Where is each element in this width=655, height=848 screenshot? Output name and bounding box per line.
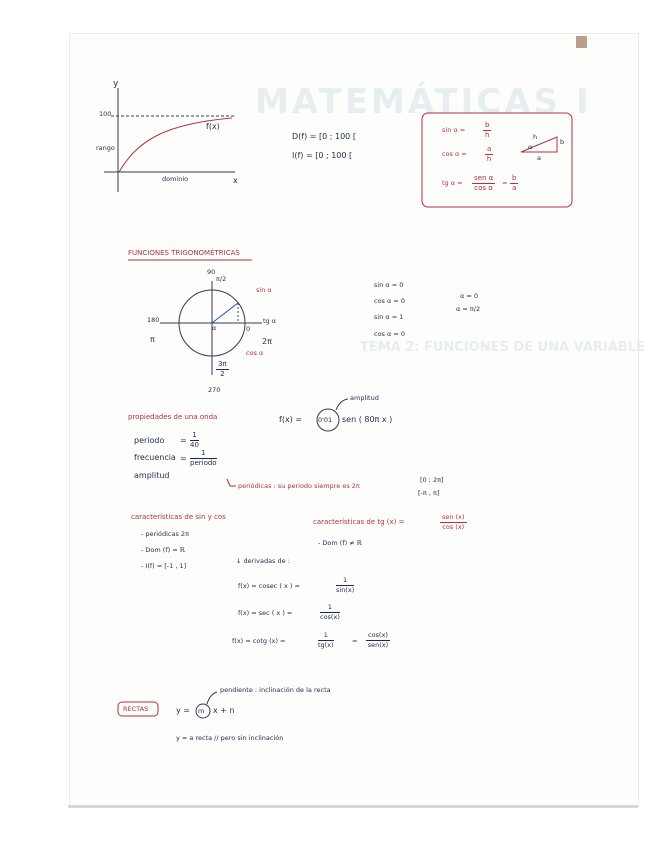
- tg-def-lhs: tg α =: [442, 179, 463, 187]
- circle-label-alpha: α: [212, 324, 217, 332]
- amplitude-arrow: [336, 399, 348, 410]
- graph-y-label: y: [113, 79, 119, 89]
- sin-cos-heading: características de sin y cos: [131, 513, 226, 521]
- wave-amplitude-note: amplitud: [350, 394, 379, 402]
- tg-def-fraction-2: $\frac{b}{a}$: [512, 174, 517, 192]
- circle-label-pi: π: [150, 335, 155, 344]
- trig-functions-heading: FUNCIONES TRIGONOMÉTRICAS: [128, 249, 240, 257]
- trig-eq-2: cos α = 0: [374, 297, 406, 305]
- circle-label-270: 270: [208, 386, 221, 394]
- sin-cos-item-1: - periódicas 2π: [141, 530, 189, 538]
- graph-x-label: x: [233, 176, 238, 185]
- graph-dominio-label: dominio: [162, 175, 189, 183]
- circle-label-cos: cos α: [246, 349, 264, 357]
- slope-note: pendiente : inclinación de la recta: [220, 686, 331, 694]
- circle-label-tg: tg α: [263, 317, 277, 325]
- graph-rango-label: rango: [96, 144, 115, 152]
- interval-2: [-π , π]: [418, 489, 440, 497]
- amplitude-label: amplitud: [134, 471, 170, 480]
- circle-label-3pi2: $\frac{3\pi}{2}$: [218, 360, 227, 378]
- cosec-lhs: f(x) = cosec ( x ) =: [238, 582, 300, 590]
- slope-arrow: [207, 692, 217, 704]
- tg-heading: características de tg (x) =: [313, 518, 405, 526]
- frequency-label: frecuencia: [134, 453, 176, 462]
- cosec-fraction: $\frac{1}{\sin(x)}$: [336, 576, 355, 594]
- cos-def-fraction: $\frac{a}{h}$: [486, 145, 492, 163]
- periodic-note: periódicas : su periodo siempre es 2π: [238, 482, 360, 490]
- derived-label: ↓ derivadas de :: [236, 557, 290, 565]
- rectas-label: RECTAS: [123, 705, 149, 713]
- sec-lhs: f(x) = sec ( x ) =: [238, 609, 293, 617]
- period-eq: =: [180, 436, 187, 445]
- frequency-fraction: 1 periodo: [190, 449, 217, 467]
- cotg-fraction-1: $\frac{1}{tg(x)}$: [318, 631, 334, 649]
- sin-cos-item-2: - Dom (f) = ℝ: [141, 546, 185, 554]
- wave-formula-rhs: sen ( 80π x ): [342, 415, 393, 424]
- tg-def-fraction-1: sen α cos α: [474, 174, 494, 192]
- line-eq-rhs: x + n: [213, 706, 235, 715]
- cos-def-lhs: cos α =: [442, 150, 467, 158]
- alpha-pi-half: α = π/2: [456, 305, 481, 313]
- alpha-zero: α = 0: [460, 292, 478, 300]
- triangle-icon: [521, 137, 557, 152]
- circle-label-2pi: 2π: [262, 337, 272, 346]
- circle-label-0: 0: [246, 325, 251, 333]
- period-fraction: $\frac{1}{40}$: [190, 431, 199, 449]
- tg-fraction: sen (x) cos (x): [442, 513, 465, 531]
- triangle-alpha-label: α: [528, 143, 533, 151]
- tg-def-eq: =: [502, 179, 508, 187]
- trig-eq-3: sin α = 1: [374, 313, 404, 321]
- circle-label-sin: sin α: [256, 286, 272, 294]
- interval-1: [0 ; 2π]: [420, 476, 444, 484]
- graph-hundred-label: 100: [99, 110, 112, 118]
- image-formula: I(f) = [0 ; 100 [: [292, 151, 353, 160]
- watermark-title: MATEMÁTICAS I: [255, 82, 592, 122]
- wave-heading: propiedades de una onda: [128, 413, 218, 421]
- circle-label-pi2: π/2: [216, 275, 227, 283]
- horizontal-line-note: y = a recta // pero sin inclinación: [176, 734, 284, 742]
- periodic-arrow: [227, 479, 236, 486]
- sin-def-fraction: $\frac{b}{h}$: [485, 121, 490, 139]
- trig-eq-4: cos α = 0: [374, 330, 406, 338]
- domain-formula: D(f) = [0 ; 100 [: [292, 132, 356, 141]
- wave-amplitude-value: 0'01: [318, 416, 333, 424]
- cotg-fraction-2: cos(x) sen(x): [367, 631, 389, 649]
- sec-fraction: $\frac{1}{\cos(x)}$: [320, 603, 340, 621]
- trig-eq-1: sin α = 0: [374, 281, 404, 289]
- cotg-lhs: f(x) = cotg (x) =: [232, 637, 286, 645]
- triangle-a-label: a: [537, 154, 541, 162]
- triangle-b-label: b: [560, 138, 565, 146]
- cotg-eq: =: [352, 637, 358, 645]
- line-eq-lhs: y =: [176, 706, 190, 715]
- line-slope-m: m: [198, 707, 205, 715]
- watermark-subtitle: TEMA 2: FUNCIONES DE UNA VARIABLE: [360, 340, 645, 355]
- triangle-h-label: h: [533, 133, 538, 141]
- tg-domain: - Dom (f) ≠ ℝ: [318, 539, 362, 547]
- sin-def-lhs: sin α =: [442, 126, 466, 134]
- period-label: periodo: [134, 436, 165, 445]
- frequency-eq: =: [180, 454, 187, 463]
- sin-cos-item-3: - I(f) = [-1 , 1]: [141, 562, 187, 570]
- circle-label-180: 180: [147, 316, 160, 324]
- graph-curve-label: f(x): [206, 122, 220, 131]
- circle-label-90: 90: [207, 268, 216, 276]
- wave-formula-lhs: f(x) =: [279, 415, 303, 424]
